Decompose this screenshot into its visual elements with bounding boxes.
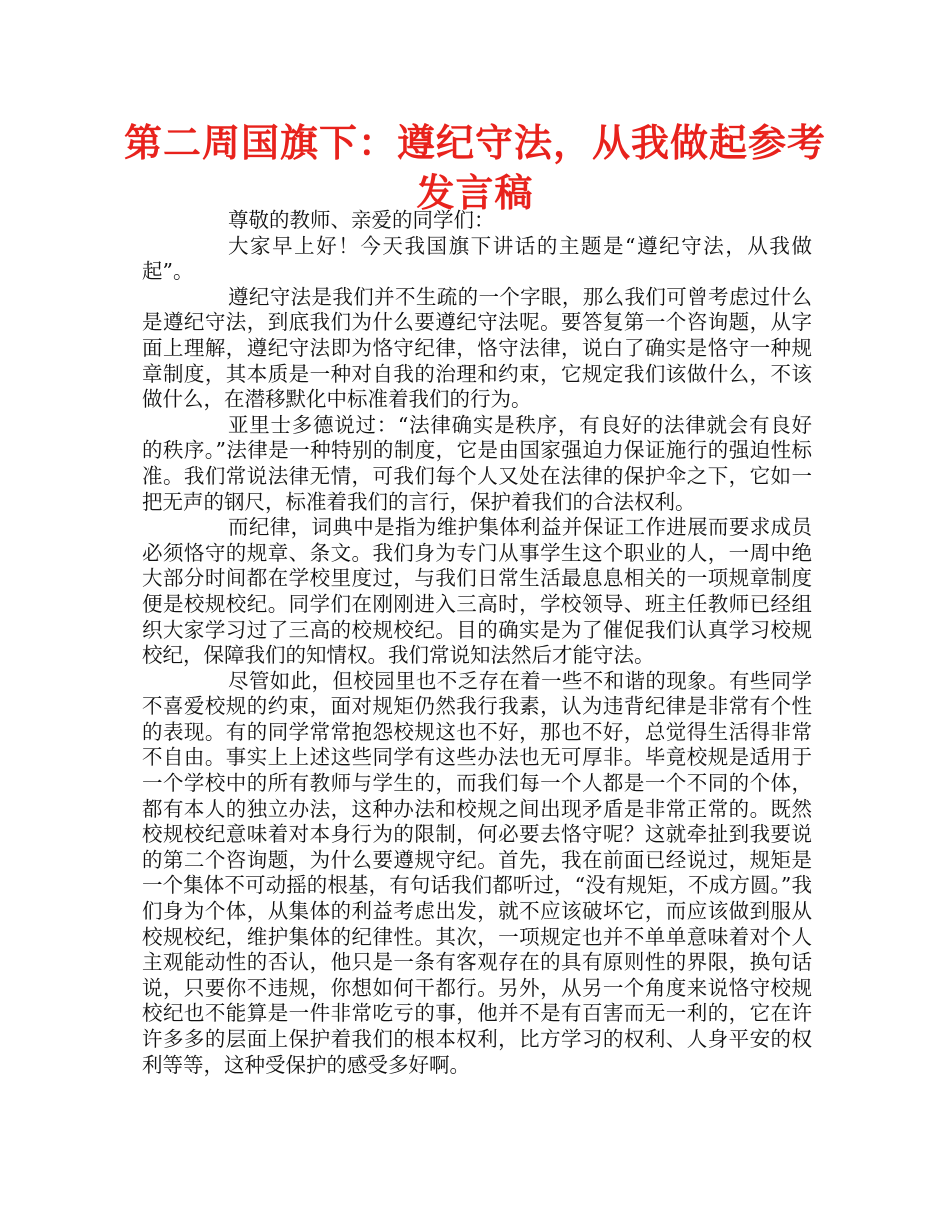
paragraph-why-obey: 尽管如此，但校园里也不乏存在着一些不和谐的现象。有些同学不喜爱校规的约束，面对规矩仍然我行我素，认为违背纪律是非常有个性的表现。有的同学常常抱怨校规这也不好，那也不好，总觉得生活得非常不自由。事实上上述这些同学有这些办法也无可厚非。毕竟校规是适用于一个学校中的所有教师与学生的，而我们每一个人都是一个不同的个体，都有本人的独立办法，这种办法和校规之间出现矛盾是非常正常的。既然校规校纪意味着对本身行为的限制，何必要去恪守呢？这就牵扯到我要说的第二个咨询题，为什么要遵规守纪。首先，我在前面已经说过，规矩是一个集体不可动摇的根基，有句话我们都听过，“没有规矩，不成方圆。”我们身为个体，从集体的利益考虑出发，就不应该破坏它，而应该做到服从校规校纪，维护集体的纪律性。其次，一项规定也并不单单意味着对个人主观能动性的否认，他只是一条有客观存在的具有原则性的界限，换句话说，只要你不违规，你想如何干都行。另外，从另一个角度来说恪守校规校纪也不能算是一件非常吃亏的事，他并不是有百害而无一利的，它在许许多多的层面上保护着我们的根本权利，比方学习的权利、人身平安的权利等等，这种受保护的感受多好啊。 xyxy=(142,668,812,1077)
paragraph-definition: 遵纪守法是我们并不生疏的一个字眼，那么我们可曾考虑过什么是遵纪守法，到底我们为什么要遵纪守法呢。要答复第一个咨询题，从字面上理解，遵纪守法即为恪守纪律，恪守法律，说白了确实是恪守一种规章制度，其本质是一种对自我的治理和约束，它规定我们该做什么，不该做什么，在潜移默化中标准着我们的行为。 xyxy=(142,284,812,412)
document-title xyxy=(120,118,830,218)
title-line-2: 发言稿 xyxy=(416,171,534,215)
document-body xyxy=(142,208,812,1078)
paragraph-discipline: 而纪律，词典中是指为维护集体利益并保证工作进展而要求成员必须恪守的规章、条文。我们身为专门从事学生这个职业的人，一周中绝大部分时间都在学校里度过，与我们日常生活最息息相关的一项规章制度便是校规校纪。同学们在刚刚进入三高时，学校领导、班主任教师已经组织大家学习过了三高的校规校纪。目的确实是为了催促我们认真学习校规校纪，保障我们的知情权。我们常说知法然后才能守法。 xyxy=(142,515,812,668)
paragraph-aristotle: 亚里士多德说过：“法律确实是秩序，有良好的法律就会有良好的秩序。”法律是一种特别的制度，它是由国家强迫力保证施行的强迫性标准。我们常说法律无情，可我们每个人又处在法律的保护伞之下，它如一把无声的钢尺，标准着我们的言行，保护着我们的合法权利。 xyxy=(142,412,812,514)
salutation: 尊敬的教师、亲爱的同学们： xyxy=(228,208,495,232)
paragraph-greeting: 大家早上好！今天我国旗下讲话的主题是“遵纪守法，从我做起”。 xyxy=(142,233,812,284)
title-line-1: 第二周国旗下：遵纪守法，从我做起参考 xyxy=(123,121,826,165)
